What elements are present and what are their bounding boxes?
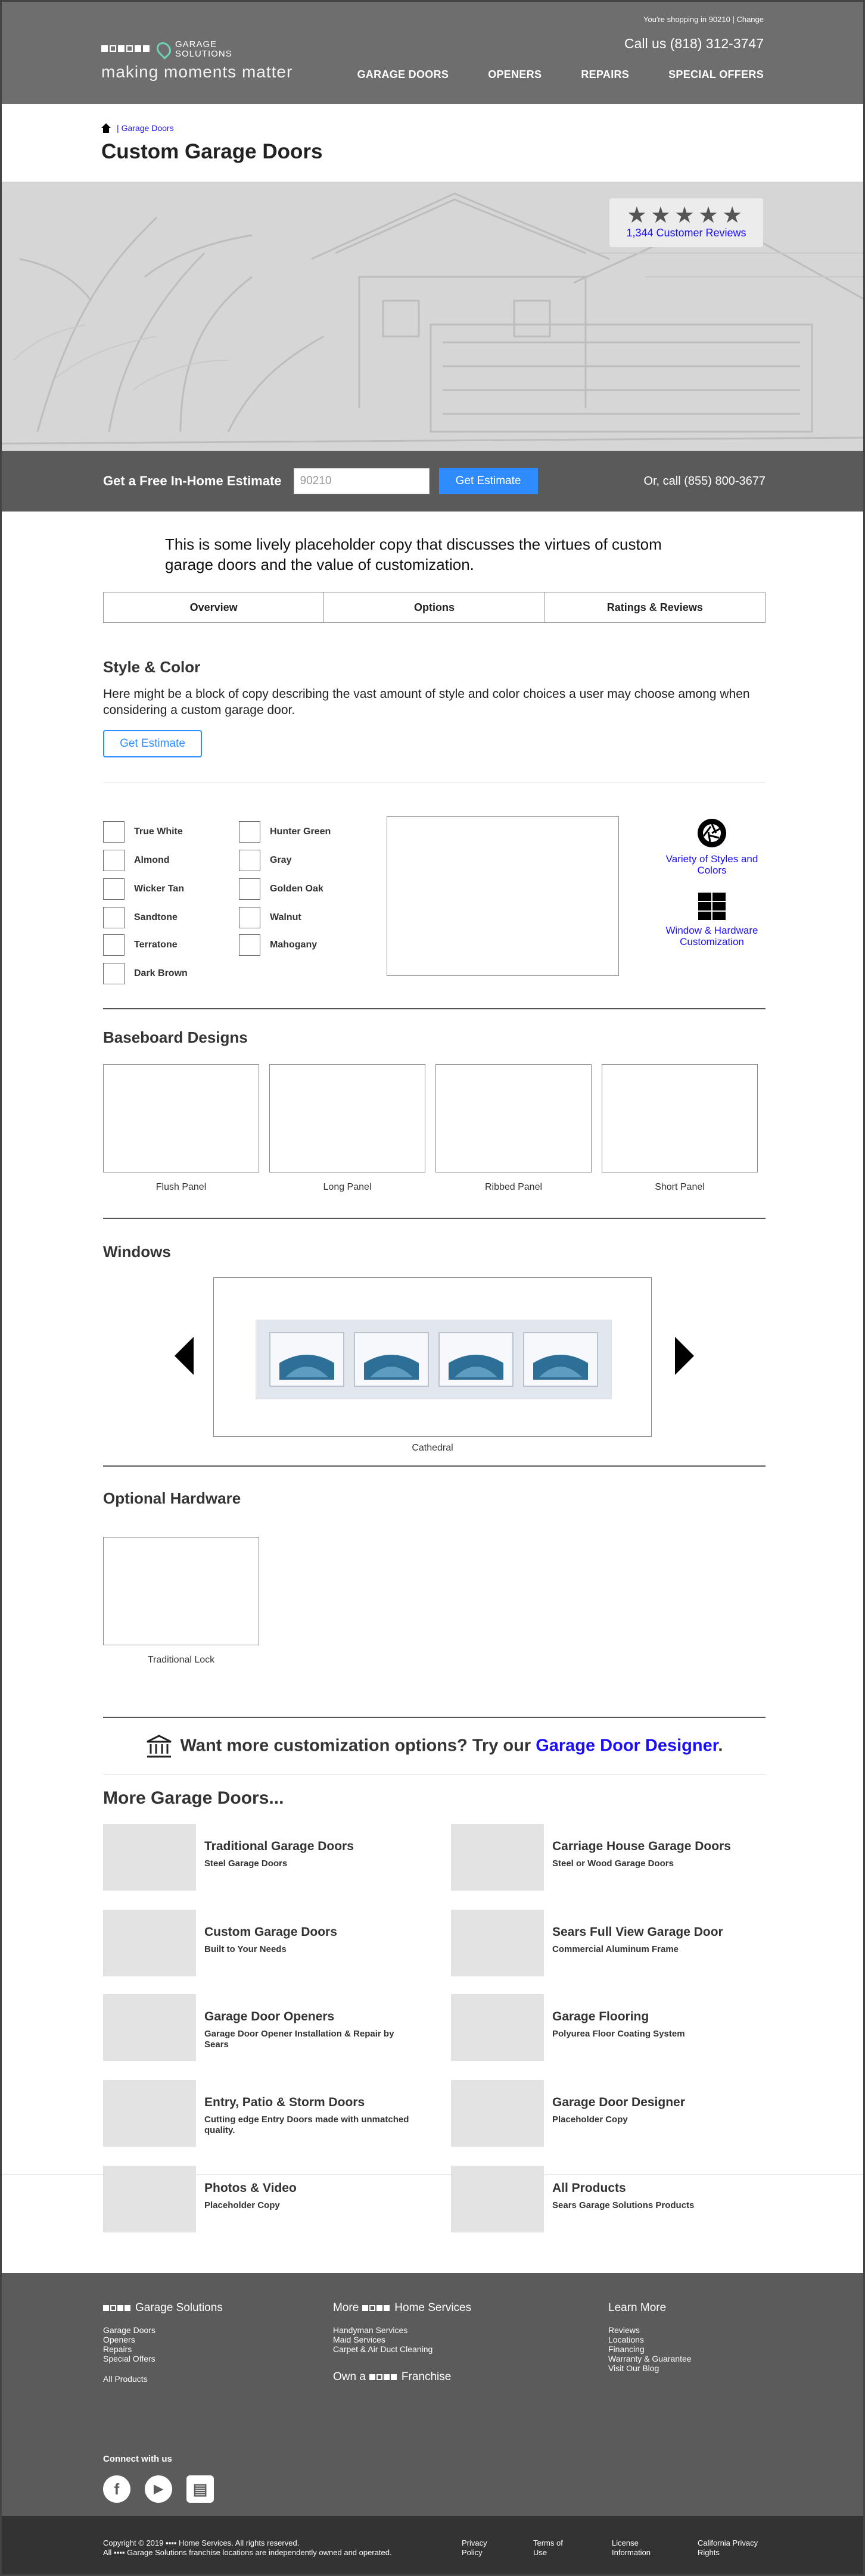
garage-door-designer-link[interactable]: Garage Door Designer — [536, 1736, 718, 1755]
breadcrumb-garage-doors[interactable]: Garage Doors — [121, 123, 174, 133]
connect-heading: Connect with us — [103, 2454, 172, 2464]
product-thumbnail — [103, 1910, 196, 1976]
color-swatch[interactable] — [103, 963, 188, 984]
product-subtitle: Placeholder Copy — [204, 2200, 280, 2210]
color-label: Golden Oak — [270, 884, 323, 894]
style-section — [2, 658, 865, 757]
shopping-location[interactable]: You're shopping in 90210 | Change — [643, 15, 764, 24]
color-swatch[interactable] — [103, 850, 170, 871]
tagline: making moments matter — [101, 63, 293, 81]
color-checkbox[interactable] — [239, 821, 260, 843]
color-checkbox[interactable] — [103, 963, 125, 984]
window-pane — [523, 1332, 598, 1387]
header-phone[interactable]: Call us (818) 312-3747 — [624, 36, 764, 51]
color-checkbox[interactable] — [103, 821, 125, 843]
color-label: Terratone — [134, 940, 178, 950]
product-card[interactable] — [103, 1910, 437, 1976]
divider — [103, 1465, 766, 1467]
footer-col-services — [333, 2301, 471, 2384]
color-label: Gray — [270, 855, 292, 865]
tab-ratings-reviews[interactable]: Ratings & Reviews — [606, 601, 703, 613]
product-card[interactable] — [451, 1824, 785, 1891]
color-checkbox[interactable] — [239, 907, 260, 928]
nav-special-offers[interactable]: SPECIAL OFFERS — [668, 68, 764, 80]
footer-col-learn — [608, 2301, 692, 2373]
hardware-option[interactable] — [103, 1537, 259, 1645]
divider — [103, 1218, 766, 1219]
star-rating-icon: ★★★★★ — [626, 203, 746, 228]
footer-link[interactable]: Reviews — [608, 2325, 640, 2335]
main-nav — [357, 68, 764, 81]
color-swatch[interactable] — [239, 907, 301, 928]
color-swatch[interactable] — [103, 907, 178, 928]
color-checkbox[interactable] — [103, 907, 125, 928]
footer-heading[interactable]: Home Services — [394, 2301, 472, 2314]
product-title[interactable]: Traditional Garage Doors — [204, 1839, 354, 1853]
baseboard-label: Ribbed Panel — [484, 1182, 543, 1192]
color-swatch[interactable] — [239, 934, 317, 956]
product-thumbnail — [103, 2166, 196, 2232]
logo-mark-icon — [101, 44, 151, 55]
footer-link[interactable]: Repairs — [103, 2344, 132, 2354]
divider — [103, 1008, 766, 1009]
logo-mark-icon — [369, 2371, 398, 2384]
footer-link[interactable]: Openers — [103, 2335, 135, 2344]
zip-input[interactable] — [294, 468, 430, 494]
color-label: Mahogany — [270, 940, 318, 950]
youtube-icon[interactable]: ▶ — [145, 2475, 172, 2503]
color-checkbox[interactable] — [239, 878, 260, 900]
product-thumbnail — [451, 1824, 544, 1891]
customer-reviews-link[interactable]: 1,344 Customer Reviews — [626, 227, 746, 239]
baseboard-option[interactable] — [435, 1064, 592, 1172]
baseboard-option[interactable] — [269, 1064, 425, 1172]
color-swatch[interactable] — [103, 821, 183, 843]
product-title[interactable]: All Products — [552, 2181, 626, 2195]
baseboard-label: Short Panel — [655, 1182, 705, 1192]
product-subtitle: Steel Garage Doors — [204, 1858, 288, 1869]
franchise-link[interactable]: Franchise — [401, 2371, 452, 2383]
california-privacy-link[interactable]: California Privacy Rights — [698, 2538, 758, 2557]
site-footer — [2, 2273, 865, 2516]
hardware-label: Traditional Lock — [147, 1655, 215, 1665]
product-subtitle: Cutting edge Entry Doors made with unmatched quality. — [204, 2115, 409, 2135]
estimate-phone[interactable]: Or, call (855) 800-3677 — [643, 474, 766, 488]
style-heading: Style & Color — [103, 658, 201, 676]
window-pane — [438, 1332, 514, 1387]
color-label: Sandtone — [134, 912, 178, 922]
breadcrumb — [101, 123, 764, 133]
footer-link[interactable]: Handyman Services — [333, 2325, 408, 2335]
footer-link[interactable]: Garage Doors — [103, 2325, 155, 2335]
product-thumbnail — [451, 2166, 544, 2232]
header-contact — [624, 15, 764, 52]
product-card[interactable] — [451, 1994, 785, 2061]
title-area — [101, 123, 764, 164]
leaf-icon — [154, 39, 174, 60]
footer-heading: Own a — [333, 2371, 366, 2383]
color-label: Dark Brown — [134, 968, 188, 978]
tab-bar — [2, 592, 865, 623]
color-label: Almond — [134, 855, 170, 865]
color-checkbox[interactable] — [239, 850, 260, 871]
footer-bottom — [2, 2516, 865, 2576]
hardware-heading: Optional Hardware — [103, 1489, 241, 1507]
baseboard-label: Long Panel — [323, 1182, 372, 1192]
get-estimate-button[interactable]: Get Estimate — [439, 468, 538, 494]
intro — [2, 534, 865, 575]
logo-mark-icon — [362, 2301, 391, 2315]
more-heading: More Garage Doors... — [103, 1788, 284, 1808]
footer-link[interactable]: Financing — [608, 2344, 645, 2354]
product-card[interactable] — [451, 1910, 785, 1976]
facebook-icon[interactable]: f — [103, 2475, 130, 2503]
window-pane — [354, 1332, 429, 1387]
product-card[interactable] — [103, 2080, 437, 2147]
color-swatch[interactable] — [239, 821, 331, 843]
logo-mark-icon — [103, 2301, 132, 2315]
estimate-label: Get a Free In-Home Estimate — [103, 473, 282, 488]
rating-badge — [609, 198, 763, 247]
product-card[interactable] — [103, 1824, 437, 1891]
product-title[interactable]: Carriage House Garage Doors — [552, 1839, 731, 1853]
product-title[interactable]: Sears Full View Garage Door — [552, 1925, 723, 1939]
home-icon[interactable] — [101, 123, 111, 133]
copyright-line: All ▪▪▪▪ Garage Solutions franchise locations are independently owned and operated. — [103, 2548, 392, 2557]
product-card[interactable] — [103, 1994, 437, 2061]
color-label: Wicker Tan — [134, 884, 185, 894]
style-get-estimate-button[interactable]: Get Estimate — [103, 730, 202, 757]
product-subtitle: Polyurea Floor Coating System — [552, 2029, 685, 2039]
baseboard-option[interactable] — [103, 1064, 259, 1172]
tab-overview[interactable]: Overview — [104, 592, 324, 622]
license-information-link[interactable]: License Information — [612, 2538, 651, 2557]
product-subtitle: Placeholder Copy — [552, 2115, 628, 2125]
footer-link[interactable]: All Products — [103, 2374, 148, 2384]
product-thumbnail — [451, 1994, 544, 2061]
product-thumbnail — [103, 1994, 196, 2061]
color-checkbox[interactable] — [239, 934, 260, 956]
footer-col-garage — [103, 2301, 223, 2384]
color-preview — [387, 816, 619, 976]
feature-label[interactable]: Variety of Styles and Colors — [665, 853, 758, 876]
color-label: Hunter Green — [270, 827, 331, 837]
designer-cta — [2, 1735, 865, 1758]
product-card[interactable] — [103, 2166, 437, 2232]
color-swatch[interactable] — [103, 878, 184, 900]
copyright — [103, 2538, 392, 2558]
product-title[interactable]: Custom Garage Doors — [204, 1925, 337, 1939]
product-subtitle: Built to Your Needs — [204, 1944, 287, 1954]
footer-link[interactable]: Maid Services — [333, 2335, 385, 2344]
color-swatch[interactable] — [239, 878, 323, 900]
designer-text: Want more customization options? Try our — [180, 1736, 536, 1755]
product-title[interactable]: Garage Door Designer — [552, 2095, 685, 2109]
style-body: Here might be a block of copy describing the vast amount of style and color choices a user may choose among when considering a custom garage door. — [103, 687, 750, 717]
windows-heading: Windows — [103, 1243, 171, 1261]
baseboard-label: Flush Panel — [155, 1182, 207, 1192]
footer-link[interactable]: Visit Our Blog — [608, 2363, 659, 2373]
footer-link[interactable]: Special Offers — [103, 2354, 155, 2363]
bank-icon — [146, 1735, 172, 1758]
copyright-line: Copyright © 2019 ▪▪▪▪ Home Services. All rights reserved. — [103, 2538, 300, 2547]
carousel-next-icon[interactable] — [675, 1337, 694, 1375]
intro-text: This is some lively placeholder copy that discusses the virtues of custom garage doors and the value of customization. — [165, 535, 662, 573]
color-checkbox[interactable] — [103, 850, 125, 871]
window-grid-icon — [698, 893, 726, 920]
estimate-bar — [2, 451, 865, 512]
product-subtitle: Sears Garage Solutions Products — [552, 2200, 695, 2210]
product-title[interactable]: Garage Door Openers — [204, 2010, 335, 2023]
window-carousel — [213, 1277, 652, 1437]
footer-heading: More — [333, 2301, 359, 2314]
product-thumbnail — [451, 2080, 544, 2147]
footer-heading[interactable]: Garage Solutions — [135, 2301, 223, 2314]
nav-garage-doors[interactable]: GARAGE DOORS — [357, 68, 449, 80]
nav-repairs[interactable]: REPAIRS — [581, 68, 630, 80]
site-logo[interactable] — [101, 40, 304, 82]
color-label: Walnut — [270, 912, 301, 922]
blog-icon[interactable]: ▤ — [186, 2475, 214, 2503]
cathedral-window-image — [256, 1320, 612, 1399]
product-card[interactable] — [451, 2080, 785, 2147]
product-subtitle: Commercial Aluminum Frame — [552, 1944, 679, 1954]
privacy-policy-link[interactable]: Privacy Policy — [462, 2538, 487, 2557]
brand-line-2: SOLUTIONS — [175, 49, 232, 59]
divider — [103, 1717, 766, 1718]
hero-image — [2, 182, 865, 451]
color-checkbox[interactable] — [103, 934, 125, 956]
designer-end: . — [718, 1736, 723, 1755]
carousel-prev-icon[interactable] — [175, 1337, 194, 1375]
product-title[interactable]: Photos & Video — [204, 2181, 297, 2195]
product-card[interactable] — [451, 2166, 785, 2232]
brand-line-1: GARAGE — [175, 39, 217, 49]
page-title: Custom Garage Doors — [101, 140, 323, 163]
product-thumbnail — [451, 1910, 544, 1976]
product-subtitle: Garage Door Opener Installation & Repair by Sears — [204, 2029, 394, 2050]
breadcrumb-separator: | — [117, 123, 119, 133]
window-caption: Cathedral — [412, 1443, 453, 1453]
terms-of-use-link[interactable]: Terms of Use — [533, 2538, 563, 2557]
baseboard-option[interactable] — [602, 1064, 758, 1172]
color-swatch[interactable] — [239, 850, 291, 871]
color-label: True White — [134, 827, 183, 837]
footer-link[interactable]: Carpet & Air Duct Cleaning — [333, 2344, 433, 2354]
product-title[interactable]: Garage Flooring — [552, 2010, 649, 2023]
aperture-icon — [696, 818, 727, 849]
footer-link[interactable]: Warranty & Guarantee — [608, 2354, 692, 2363]
nav-openers[interactable]: OPENERS — [488, 68, 542, 80]
social-links — [103, 2475, 214, 2503]
product-subtitle: Steel or Wood Garage Doors — [552, 1858, 674, 1869]
window-pane — [269, 1332, 344, 1387]
product-title[interactable]: Entry, Patio & Storm Doors — [204, 2095, 365, 2109]
footer-heading: Learn More — [608, 2301, 667, 2314]
tab-options[interactable]: Options — [324, 592, 544, 622]
feature-styles-colors[interactable] — [664, 818, 760, 876]
baseboard-heading: Baseboard Designs — [103, 1028, 248, 1046]
product-thumbnail — [103, 1824, 196, 1891]
feature-window-hardware[interactable] — [664, 893, 760, 947]
footer-link[interactable]: Locations — [608, 2335, 644, 2344]
color-swatch[interactable] — [103, 934, 178, 956]
site-header — [2, 2, 863, 104]
feature-label[interactable]: Window & Hardware Customization — [665, 925, 758, 947]
product-thumbnail — [103, 2080, 196, 2147]
color-checkbox[interactable] — [103, 878, 125, 900]
